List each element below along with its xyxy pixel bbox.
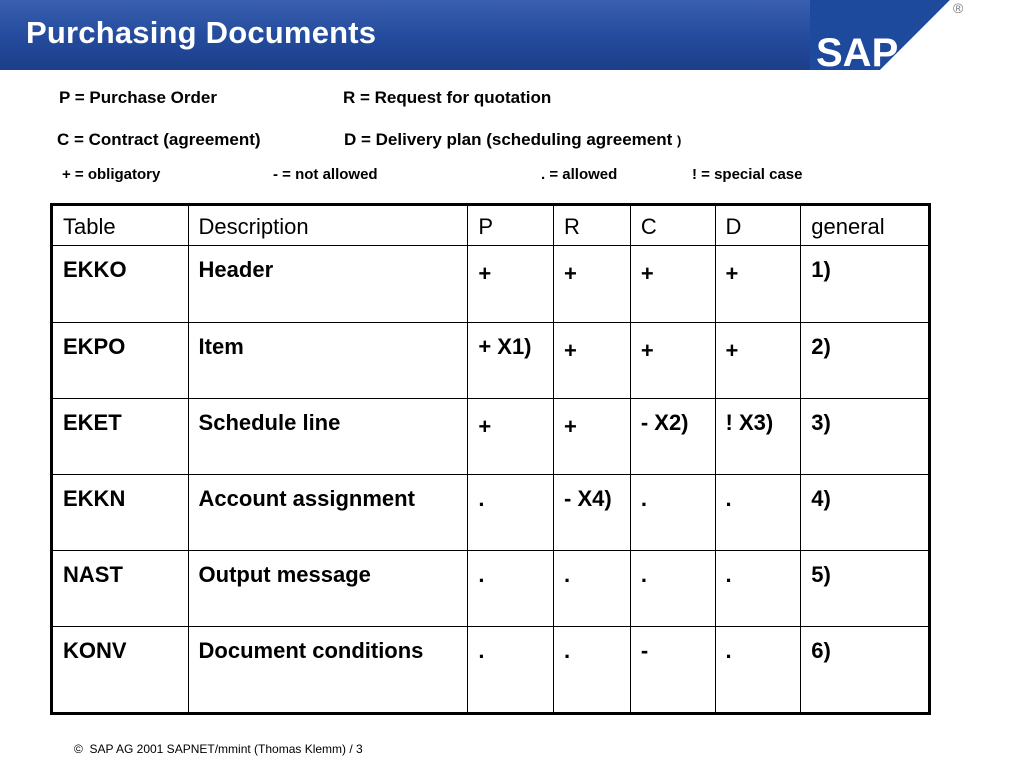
- cell-c-value: +: [640, 338, 654, 363]
- legend-not-allowed: - = not allowed: [273, 166, 378, 183]
- header-cell-general: general: [801, 205, 930, 246]
- header-cell-description: Description: [188, 205, 468, 246]
- cell-p: + X1): [468, 323, 554, 399]
- legend-delivery-plan: [344, 130, 681, 150]
- cell-table-name: KONV: [52, 627, 189, 714]
- cell-d: ! X3): [715, 399, 801, 475]
- cell-description: Account assignment: [188, 475, 468, 551]
- cell-general: 5): [801, 551, 930, 627]
- sap-logo: [810, 0, 960, 70]
- cell-d: .: [715, 551, 801, 627]
- table-header-row: [52, 205, 930, 246]
- cell-r-value: +: [564, 338, 577, 363]
- cell-table-name: EKPO: [52, 323, 189, 399]
- cell-c: .: [630, 551, 715, 627]
- registered-mark: ®: [953, 0, 964, 16]
- cell-d-value: +: [725, 338, 739, 363]
- legend-contract: C = Contract (agreement): [57, 130, 261, 149]
- cell-p: [468, 246, 554, 323]
- cell-p-value: +: [478, 261, 492, 286]
- cell-p: .: [468, 551, 554, 627]
- header-cell-table: Table: [52, 205, 189, 246]
- cell-d: .: [715, 475, 801, 551]
- cell-description: Document conditions: [188, 627, 468, 714]
- cell-d: .: [715, 627, 801, 714]
- cell-general: 3): [801, 399, 930, 475]
- cell-r: .: [554, 551, 631, 627]
- cell-general: 6): [801, 627, 930, 714]
- page-title: Purchasing Documents: [26, 15, 377, 50]
- legend-allowed: . = allowed: [541, 166, 618, 183]
- sap-logo-text: SAP: [816, 31, 899, 70]
- cell-r-value: +: [564, 414, 577, 439]
- cell-r: [554, 323, 631, 399]
- cell-general: 1): [801, 246, 930, 323]
- header-cell-c: C: [630, 205, 715, 246]
- table-row: [52, 475, 930, 551]
- cell-c: .: [630, 475, 715, 551]
- legend-special-case: ! = special case: [692, 166, 803, 183]
- table-row: [52, 399, 930, 475]
- cell-r: [554, 399, 631, 475]
- cell-description: Output message: [188, 551, 468, 627]
- header-cell-d: D: [715, 205, 801, 246]
- legend-obligatory: + = obligatory: [62, 166, 161, 183]
- cell-table-name: EKKO: [52, 246, 189, 323]
- header-bar: [0, 0, 1024, 70]
- cell-table-name: EKKN: [52, 475, 189, 551]
- cell-r-value: +: [564, 261, 577, 286]
- cell-table-name: NAST: [52, 551, 189, 627]
- legend-purchase-order: P = Purchase Order: [59, 88, 217, 107]
- table-row: [52, 627, 930, 714]
- cell-d: [715, 246, 801, 323]
- cell-description: Header: [188, 246, 468, 323]
- cell-p: .: [468, 475, 554, 551]
- table-row: [52, 551, 930, 627]
- cell-c: [630, 246, 715, 323]
- cell-d-value: +: [725, 261, 739, 286]
- footer: [74, 742, 363, 756]
- legend-delivery-plan-text: D = Delivery plan (scheduling agreement: [344, 130, 673, 149]
- cell-c: - X2): [630, 399, 715, 475]
- cell-r: - X4): [554, 475, 631, 551]
- cell-p: [468, 399, 554, 475]
- cell-c: [630, 323, 715, 399]
- purchasing-documents-table: [50, 203, 931, 715]
- title-band: [0, 0, 818, 70]
- table-row: [52, 323, 930, 399]
- table-row: [52, 246, 930, 323]
- cell-p-value: +: [478, 414, 492, 439]
- cell-p: .: [468, 627, 554, 714]
- legend-request-for-quotation: R = Request for quotation: [343, 88, 552, 107]
- header-cell-r: R: [554, 205, 631, 246]
- cell-general: 2): [801, 323, 930, 399]
- copyright-icon: ©: [74, 742, 83, 756]
- cell-general: 4): [801, 475, 930, 551]
- cell-c: -: [630, 627, 715, 714]
- footer-text: SAP AG 2001 SAPNET/mmint (Thomas Klemm) / 3: [89, 742, 363, 756]
- cell-d: [715, 323, 801, 399]
- cell-description: Item: [188, 323, 468, 399]
- legend-delivery-plan-paren: ): [677, 133, 682, 148]
- cell-r: [554, 246, 631, 323]
- header-cell-p: P: [468, 205, 554, 246]
- cell-table-name: EKET: [52, 399, 189, 475]
- cell-description: Schedule line: [188, 399, 468, 475]
- cell-r: .: [554, 627, 631, 714]
- cell-c-value: +: [640, 261, 654, 286]
